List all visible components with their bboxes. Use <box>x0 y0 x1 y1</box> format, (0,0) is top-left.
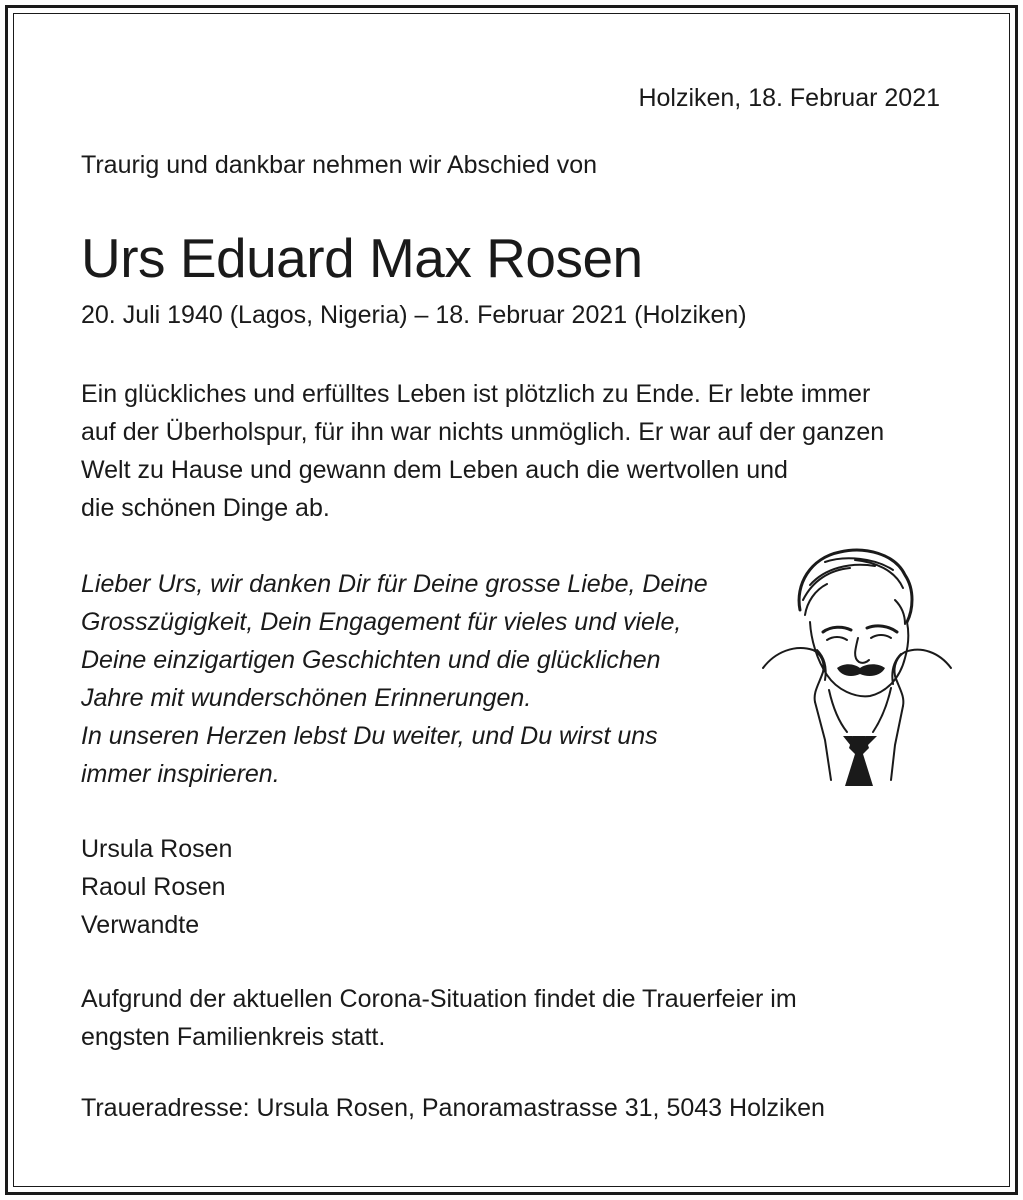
tribute-line: immer inspirieren. <box>81 760 280 788</box>
place-date: Holziken, 18. Februar 2021 <box>638 84 940 112</box>
tribute-line: Jahre mit wunderschönen Erinnerungen. <box>81 684 532 712</box>
mourning-address: Traueradresse: Ursula Rosen, Panoramastrasse 31, 5043 Holziken <box>81 1094 825 1122</box>
notice-line: engsten Familienkreis statt. <box>81 1023 386 1051</box>
notice-line: Aufgrund der aktuellen Corona-Situation findet die Trauerfeier im <box>81 985 797 1013</box>
ceremony-notice <box>81 980 797 1056</box>
lifespan: 20. Juli 1940 (Lagos, Nigeria) – 18. Februar 2021 (Holziken) <box>81 301 747 329</box>
paragraph-line: die schönen Dinge ab. <box>81 494 330 522</box>
life-paragraph <box>81 375 884 527</box>
tribute-line: In unseren Herzen lebst Du weiter, und Du wirst uns <box>81 722 658 750</box>
signer: Ursula Rosen <box>81 835 233 863</box>
intro-text: Traurig und dankbar nehmen wir Abschied von <box>81 151 598 179</box>
signer: Raoul Rosen <box>81 873 226 901</box>
tribute-text <box>81 565 708 793</box>
paragraph-line: Welt zu Hause und gewann dem Leben auch die wertvollen und <box>81 456 788 484</box>
signers <box>81 830 232 944</box>
paragraph-line: auf der Überholspur, für ihn war nichts unmöglich. Er war auf der ganzen <box>81 418 885 446</box>
tribute-line: Deine einzigartigen Geschichten und die glücklichen <box>81 646 661 674</box>
paragraph-line: Ein glückliches und erfülltes Leben ist plötzlich zu Ende. Er lebte immer <box>81 380 871 408</box>
portrait-sketch-icon <box>755 540 960 790</box>
signer: Verwandte <box>81 911 200 939</box>
tribute-line: Grosszügigkeit, Dein Engagement für vieles und viele, <box>81 608 682 636</box>
deceased-name: Urs Eduard Max Rosen <box>81 227 643 289</box>
tribute-line: Lieber Urs, wir danken Dir für Deine grosse Liebe, Deine <box>81 570 708 598</box>
